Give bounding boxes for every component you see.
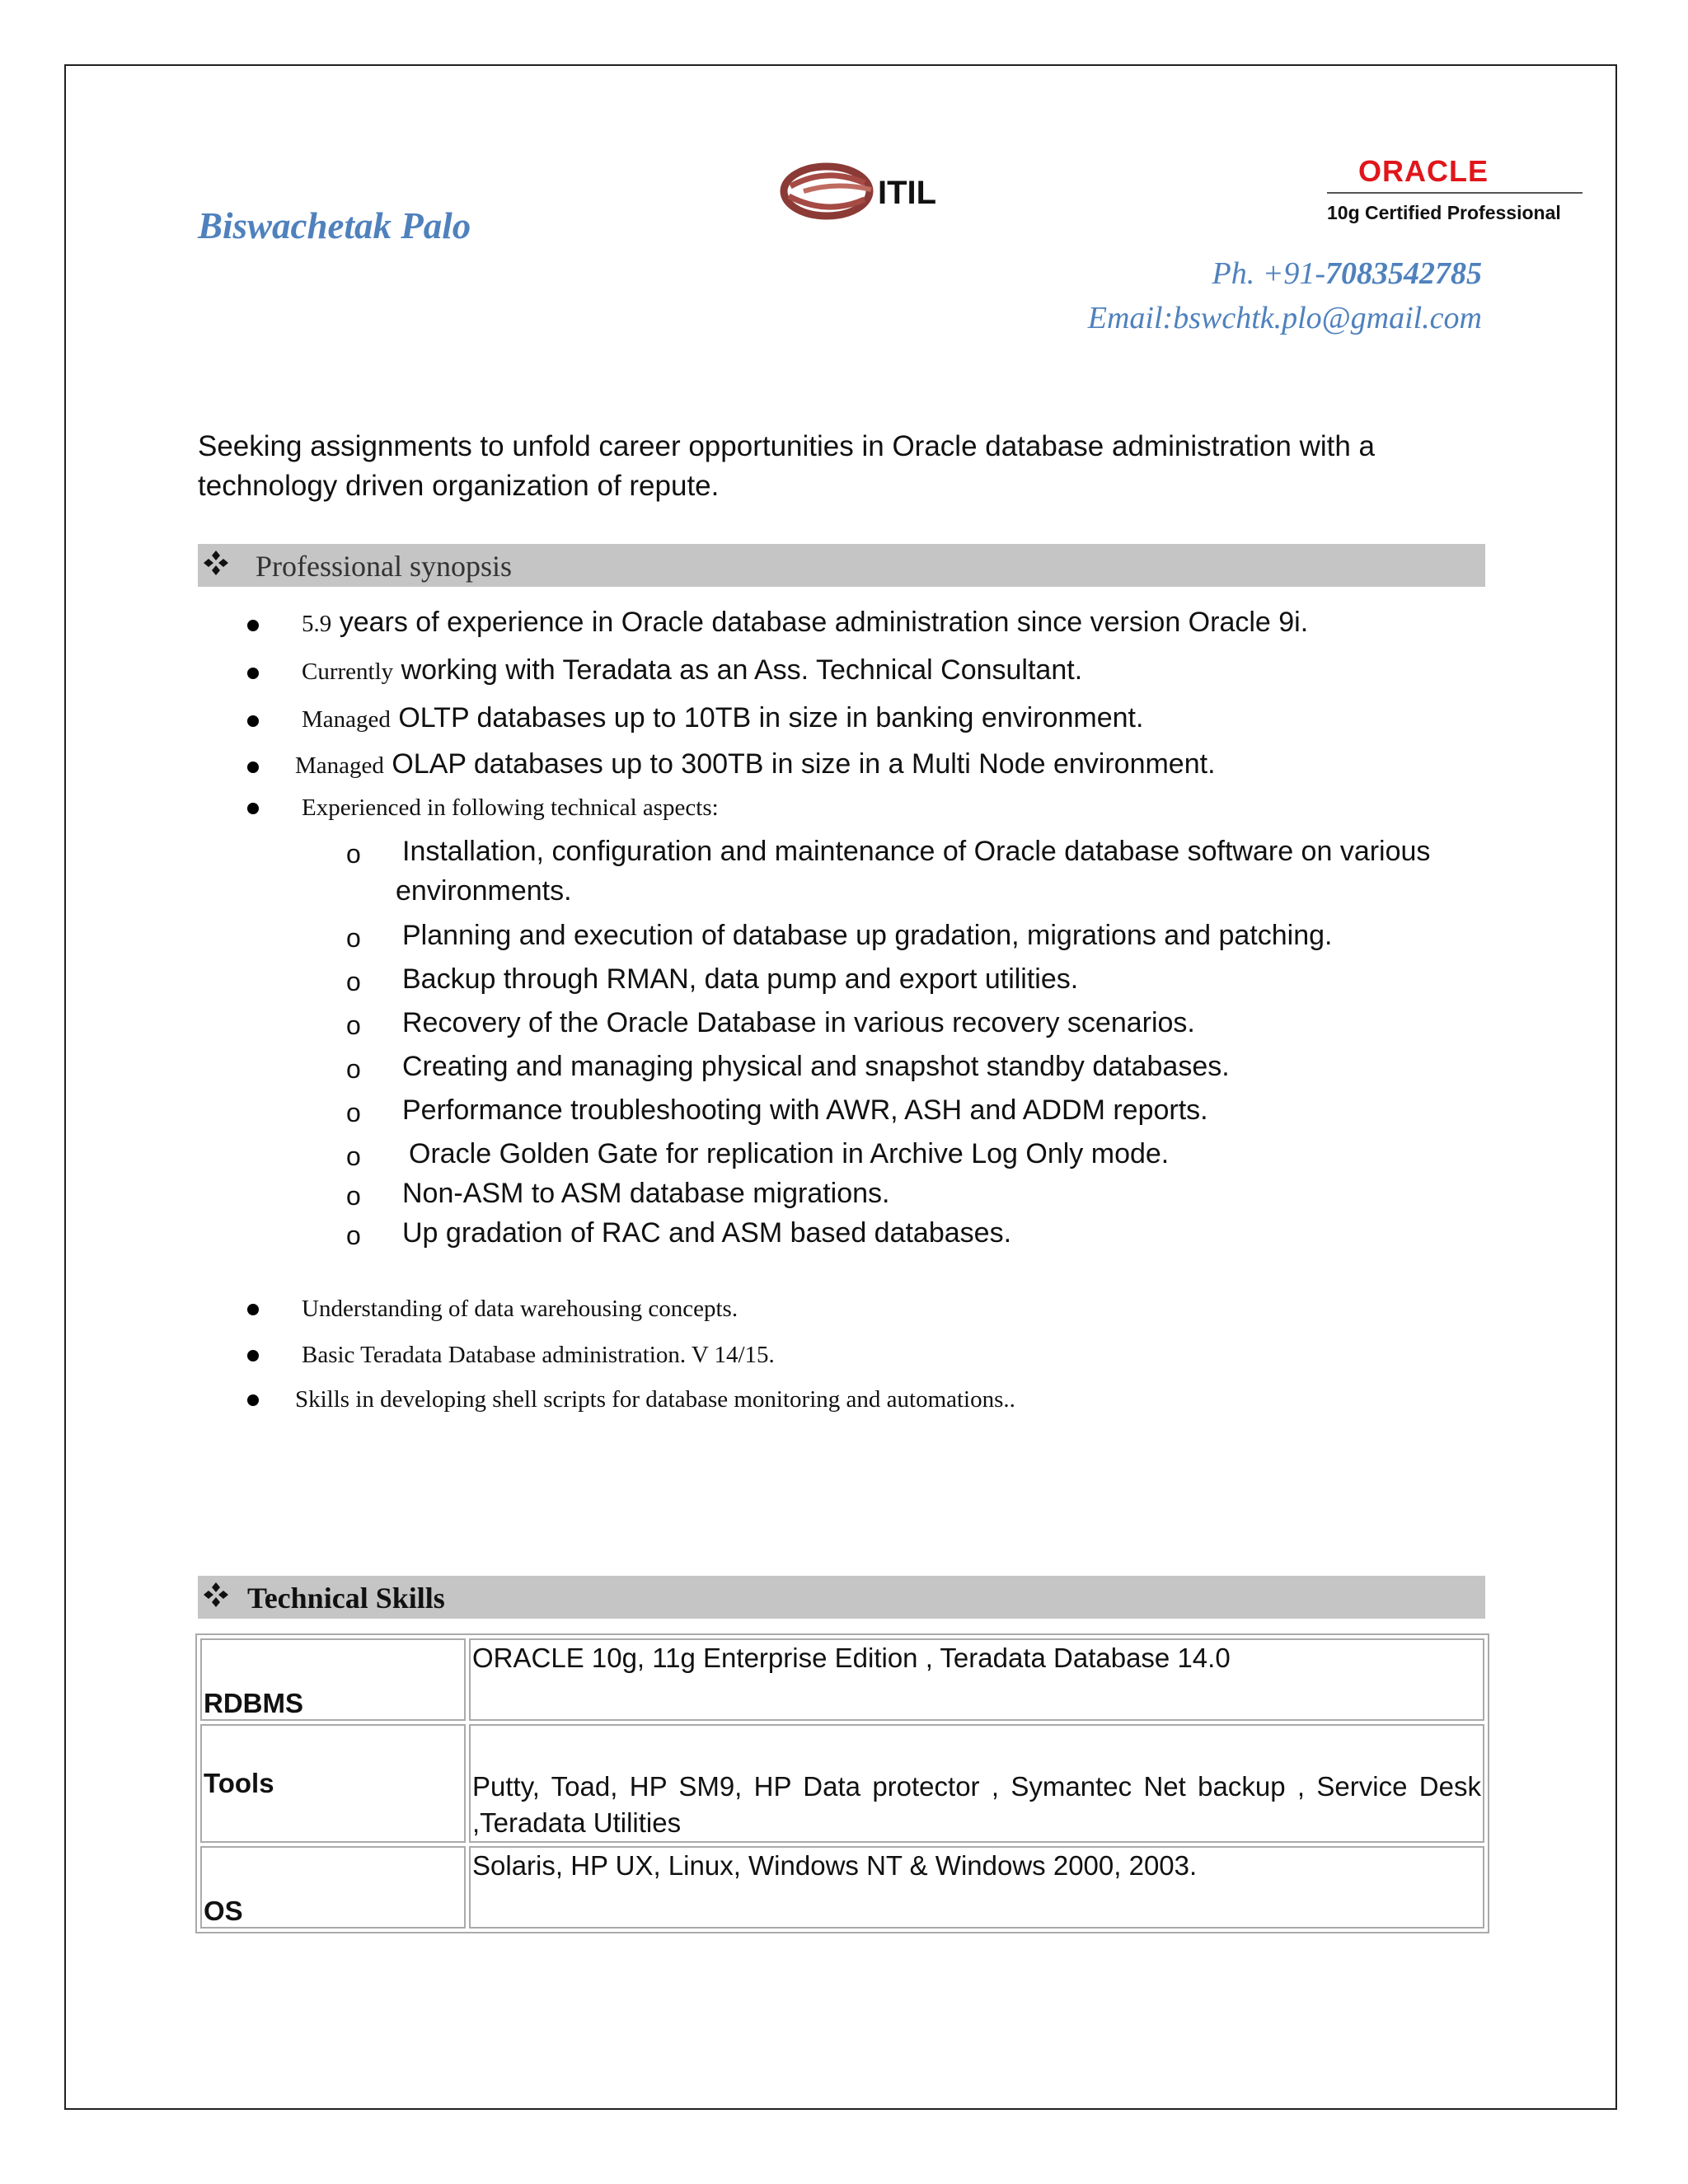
circle-bullet-icon: o xyxy=(346,967,361,996)
email-line: Email:bswchtk.plo@gmail.com xyxy=(1087,301,1482,335)
list-item: o Up gradation of RAC and ASM based databases. xyxy=(346,1217,1012,1250)
table-row xyxy=(200,1724,1484,1843)
list-item: Experienced in following technical aspects: xyxy=(0,794,1688,836)
section-title-synopsis: Professional synopsis xyxy=(256,550,513,583)
list-item: Understanding of data warehousing concepts. xyxy=(0,1294,1688,1335)
technical-skills-table xyxy=(195,1633,1489,1933)
table-row xyxy=(200,1638,1484,1721)
bullet-dot-icon xyxy=(247,1350,259,1361)
circle-bullet-icon: o xyxy=(346,1010,361,1040)
bullet-dot-icon xyxy=(247,620,259,631)
oracle-certified-logo xyxy=(1327,157,1591,231)
itil-logo-text: ITIL xyxy=(878,175,937,211)
list-item: o Installation, configuration and maintenance of Oracle database software on various environments. xyxy=(346,836,1431,907)
diamond-bullet-icon xyxy=(202,1581,230,1609)
circle-bullet-icon: o xyxy=(346,1141,361,1171)
diamond-bullet-icon xyxy=(202,549,230,577)
list-item: Skills in developing shell scripts for database monitoring and automations.. xyxy=(0,1385,1688,1426)
phone-number: 7083542785 xyxy=(1325,256,1482,291)
list-item: o Non-ASM to ASM database migrations. xyxy=(346,1178,890,1211)
bullet-dot-icon xyxy=(247,1394,259,1406)
bullet-dot-icon xyxy=(247,1304,259,1315)
phone-line xyxy=(1212,255,1482,292)
skill-category: Tools xyxy=(200,1724,466,1843)
circle-bullet-icon: o xyxy=(346,1221,361,1250)
list-item: Currently working with Teradata as an Ass. Technical Consultant. xyxy=(0,653,1688,694)
list-item: o Planning and execution of database up gradation, migrations and patching. xyxy=(346,920,1333,953)
section-title-skills: Technical Skills xyxy=(247,1582,445,1615)
circle-bullet-icon: o xyxy=(346,839,361,869)
section-professional-synopsis xyxy=(198,544,1485,587)
skill-category: RDBMS xyxy=(200,1638,466,1721)
list-item: o Performance troubleshooting with AWR, ASH and ADDM reports. xyxy=(346,1094,1208,1127)
career-objective: Seeking assignments to unfold career opportunities in Oracle database administration with a technology driven organization of repute. xyxy=(198,430,1376,502)
oracle-logo-text: ORACLE xyxy=(1358,157,1489,188)
section-technical-skills xyxy=(198,1576,1485,1619)
list-item: Managed OLTP databases up to 10TB in size in banking environment. xyxy=(0,701,1688,742)
list-item: 5.9 years of experience in Oracle database administration since version Oracle 9i. xyxy=(0,605,1688,646)
bullet-dot-icon xyxy=(247,715,259,727)
circle-bullet-icon: o xyxy=(346,1098,361,1127)
skill-value: Putty, Toad, HP SM9, HP Data protector , Symantec Net backup , Service Desk ,Teradata Utilities xyxy=(469,1724,1484,1843)
candidate-name: Biswachetak Palo xyxy=(198,205,471,246)
table-row xyxy=(200,1846,1484,1929)
phone-prefix: Ph. +91- xyxy=(1212,256,1325,291)
itil-swoosh-icon xyxy=(784,166,871,216)
skill-category: OS xyxy=(200,1846,466,1929)
oracle-cert-text: 10g Certified Professional xyxy=(1327,202,1561,223)
circle-bullet-icon: o xyxy=(346,1054,361,1084)
skill-value: Solaris, HP UX, Linux, Windows NT & Windows 2000, 2003. xyxy=(469,1846,1484,1929)
list-item: o Backup through RMAN, data pump and export utilities. xyxy=(346,963,1079,996)
bullet-dot-icon xyxy=(247,762,259,773)
bullet-dot-icon xyxy=(247,803,259,814)
list-item: o Recovery of the Oracle Database in various recovery scenarios. xyxy=(346,1007,1195,1040)
list-item: o Oracle Golden Gate for replication in Archive Log Only mode. xyxy=(346,1138,1170,1171)
skill-value: ORACLE 10g, 11g Enterprise Edition , Teradata Database 14.0 xyxy=(469,1638,1484,1721)
bullet-dot-icon xyxy=(247,668,259,679)
list-item: o Creating and managing physical and snapshot standby databases. xyxy=(346,1051,1230,1084)
itil-logo xyxy=(779,158,993,224)
list-item: Basic Teradata Database administration. V 14/15. xyxy=(0,1340,1688,1381)
circle-bullet-icon: o xyxy=(346,1181,361,1211)
circle-bullet-icon: o xyxy=(346,923,361,953)
list-item: Managed OLAP databases up to 300TB in size in a Multi Node environment. xyxy=(0,747,1688,788)
